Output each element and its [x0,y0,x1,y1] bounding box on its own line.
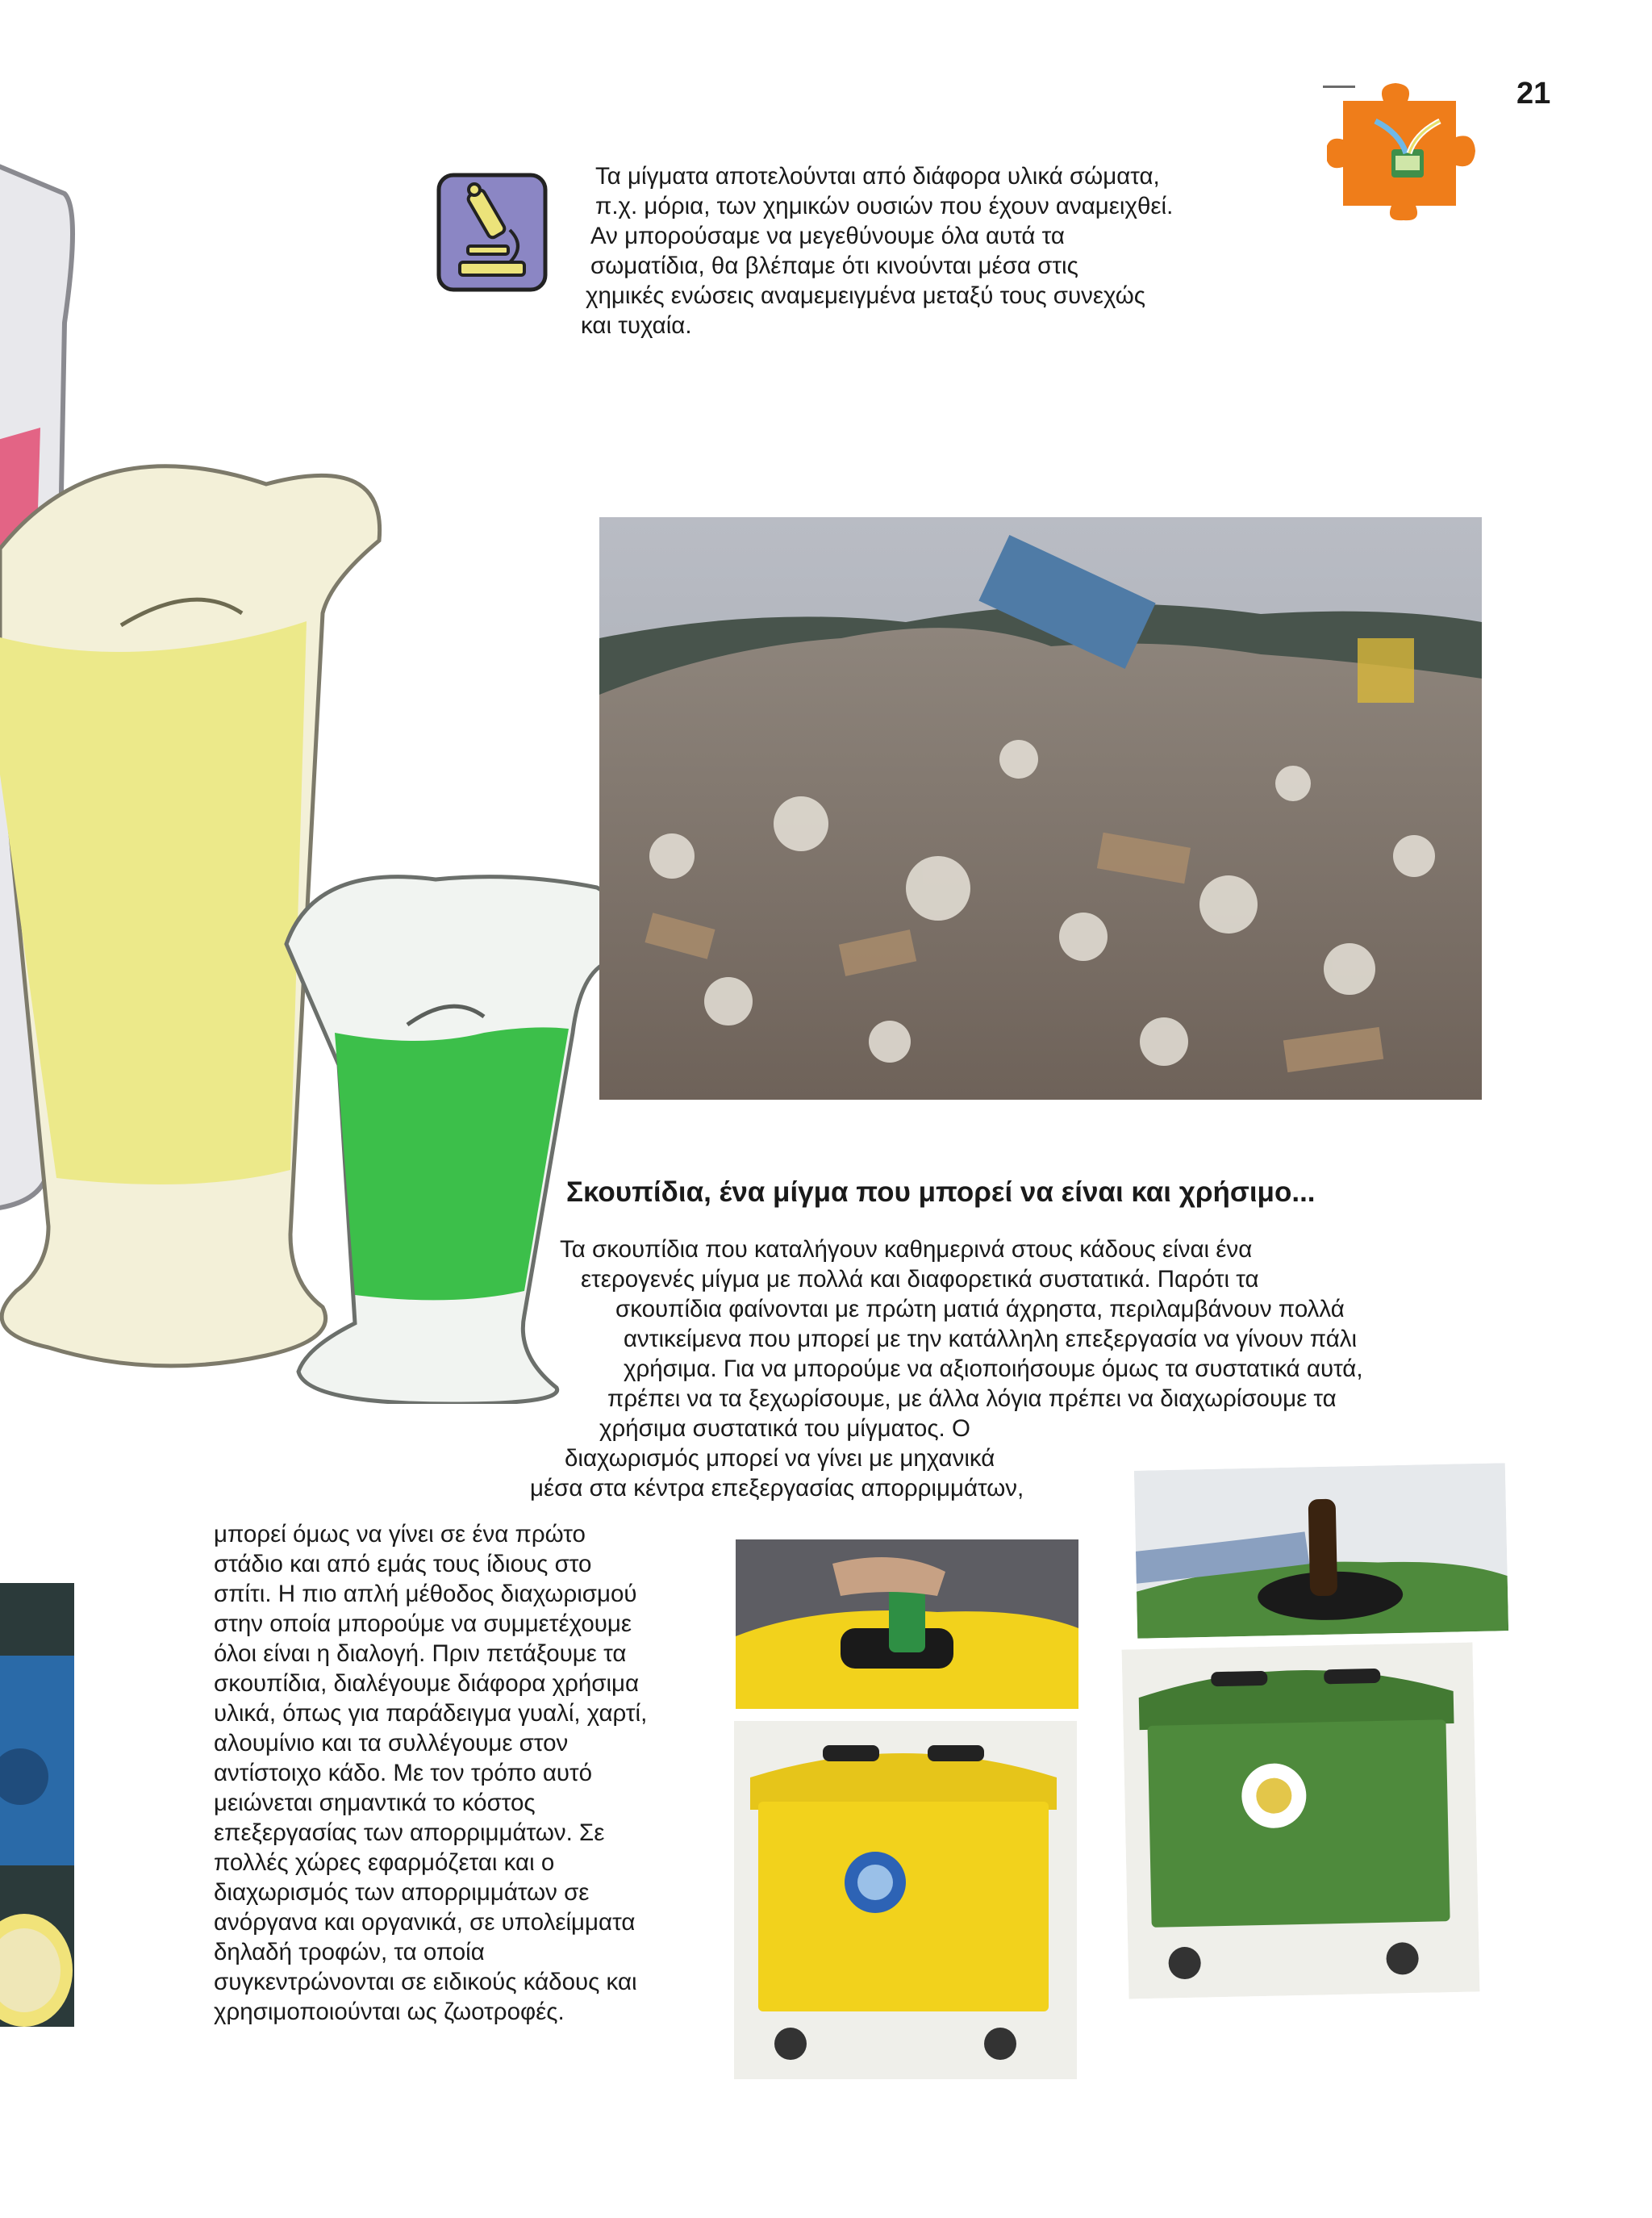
body-line: δηλαδή τροφών, τα οποία [214,1939,485,1965]
body-line: μειώνεται σημαντικά το κόστος [214,1790,536,1816]
body-line: διαχωρισμός των απορριμμάτων σε [214,1879,590,1906]
intro-line: Τα μίγματα αποτελούνται από διάφορα υλικά σώματα, [595,163,1160,190]
puzzle-piece-icon [1327,77,1488,222]
intro-line: Αν μπορούσαμε να μεγεθύνουμε όλα αυτά τα [590,223,1065,249]
body-line: χρησιμοποιούνται ως ζωοτροφές. [214,1999,565,2025]
colander-photo [0,1583,74,2027]
body-line: πολλές χώρες εφαρμόζεται και ο [214,1849,555,1876]
intro-paragraph [581,161,1173,340]
body-line: αντικείμενα που μπορεί με την κατάλληλη επεξεργασία να γίνουν πάλι [624,1326,1358,1352]
body-line: χρήσιμα. Για να μπορούμε να αξιοποιήσουμε όμως τα συστατικά αυτά, [624,1355,1363,1382]
body-line: μπορεί όμως να γίνει σε ένα πρώτο [214,1521,586,1548]
body-line: σκουπίδια φαίνονται με πρώτη ματιά άχρηστα, περιλαμβάνουν πολλά [615,1296,1345,1322]
body-line: υλικά, όπως για παράδειγμα γυαλί, χαρτί, [214,1700,648,1727]
green-recycling-bin-photo [1122,1642,1480,1999]
body-line: αλουμίνιο και τα συλλέγουμε στον [214,1730,569,1756]
body-line: συγκεντρώνονται σε ειδικούς κάδους και [214,1969,637,1995]
body-line: πρέπει να τα ξεχωρίσουμε, με άλλα λόγια πρέπει να διαχωρίσουμε τα [607,1385,1337,1412]
intro-line: σωματίδια, θα βλέπαμε ότι κινούνται μέσα στις [590,253,1078,279]
body-line: μέσα στα κέντρα επεξεργασίας απορριμμάτων, [530,1475,1024,1502]
landfill-photo [599,517,1482,1100]
body-paragraph-bottom [214,1519,647,2027]
intro-line: και τυχαία. [581,312,692,339]
body-line: χρήσιμα συστατικά του μίγματος. Ο [599,1415,970,1442]
beakers-photo [0,161,637,1404]
body-paragraph-top [530,1234,1363,1503]
body-line: ανόργανα και οργανικά, σε υπολείμματα [214,1909,636,1936]
body-line: Τα σκουπίδια που καταλήγουν καθημερινά στους κάδους είναι ένα [560,1236,1253,1263]
body-line: όλοι είναι η διαλογή. Πριν πετάξουμε τα [214,1640,627,1667]
yellow-bin-can-photo [736,1539,1078,1709]
section-heading: Σκουπίδια, ένα μίγμα που μπορεί να είναι και χρήσιμο... [566,1176,1316,1208]
body-line: αντίστοιχο κάδο. Με τον τρόπο αυτό [214,1760,593,1786]
yellow-recycling-bin-photo [734,1721,1077,2079]
intro-line: χημικές ενώσεις αναμεμειγμένα μεταξύ τους συνεχώς [586,282,1145,309]
body-line: σπίτι. Η πιο απλή μέθοδος διαχωρισμού [214,1581,637,1607]
body-line: στάδιο και από εμάς τους ίδιους στο [214,1551,592,1577]
body-line: σκουπίδια, διαλέγουμε διάφορα χρήσιμα [214,1670,640,1697]
body-line: επεξεργασίας των απορριμμάτων. Σε [214,1819,605,1846]
body-line: διαχωρισμός μπορεί να γίνει με μηχανικά [565,1445,995,1472]
body-line: στην οποία μπορούμε να συμμετέχουμε [214,1610,632,1637]
intro-line: π.χ. μόρια, των χημικών ουσιών που έχουν αναμειχθεί. [595,193,1174,219]
body-line: ετερογενές μίγμα με πολλά και διαφορετικά συστατικά. Παρότι τα [581,1266,1259,1293]
page-number: 21 [1516,77,1551,111]
